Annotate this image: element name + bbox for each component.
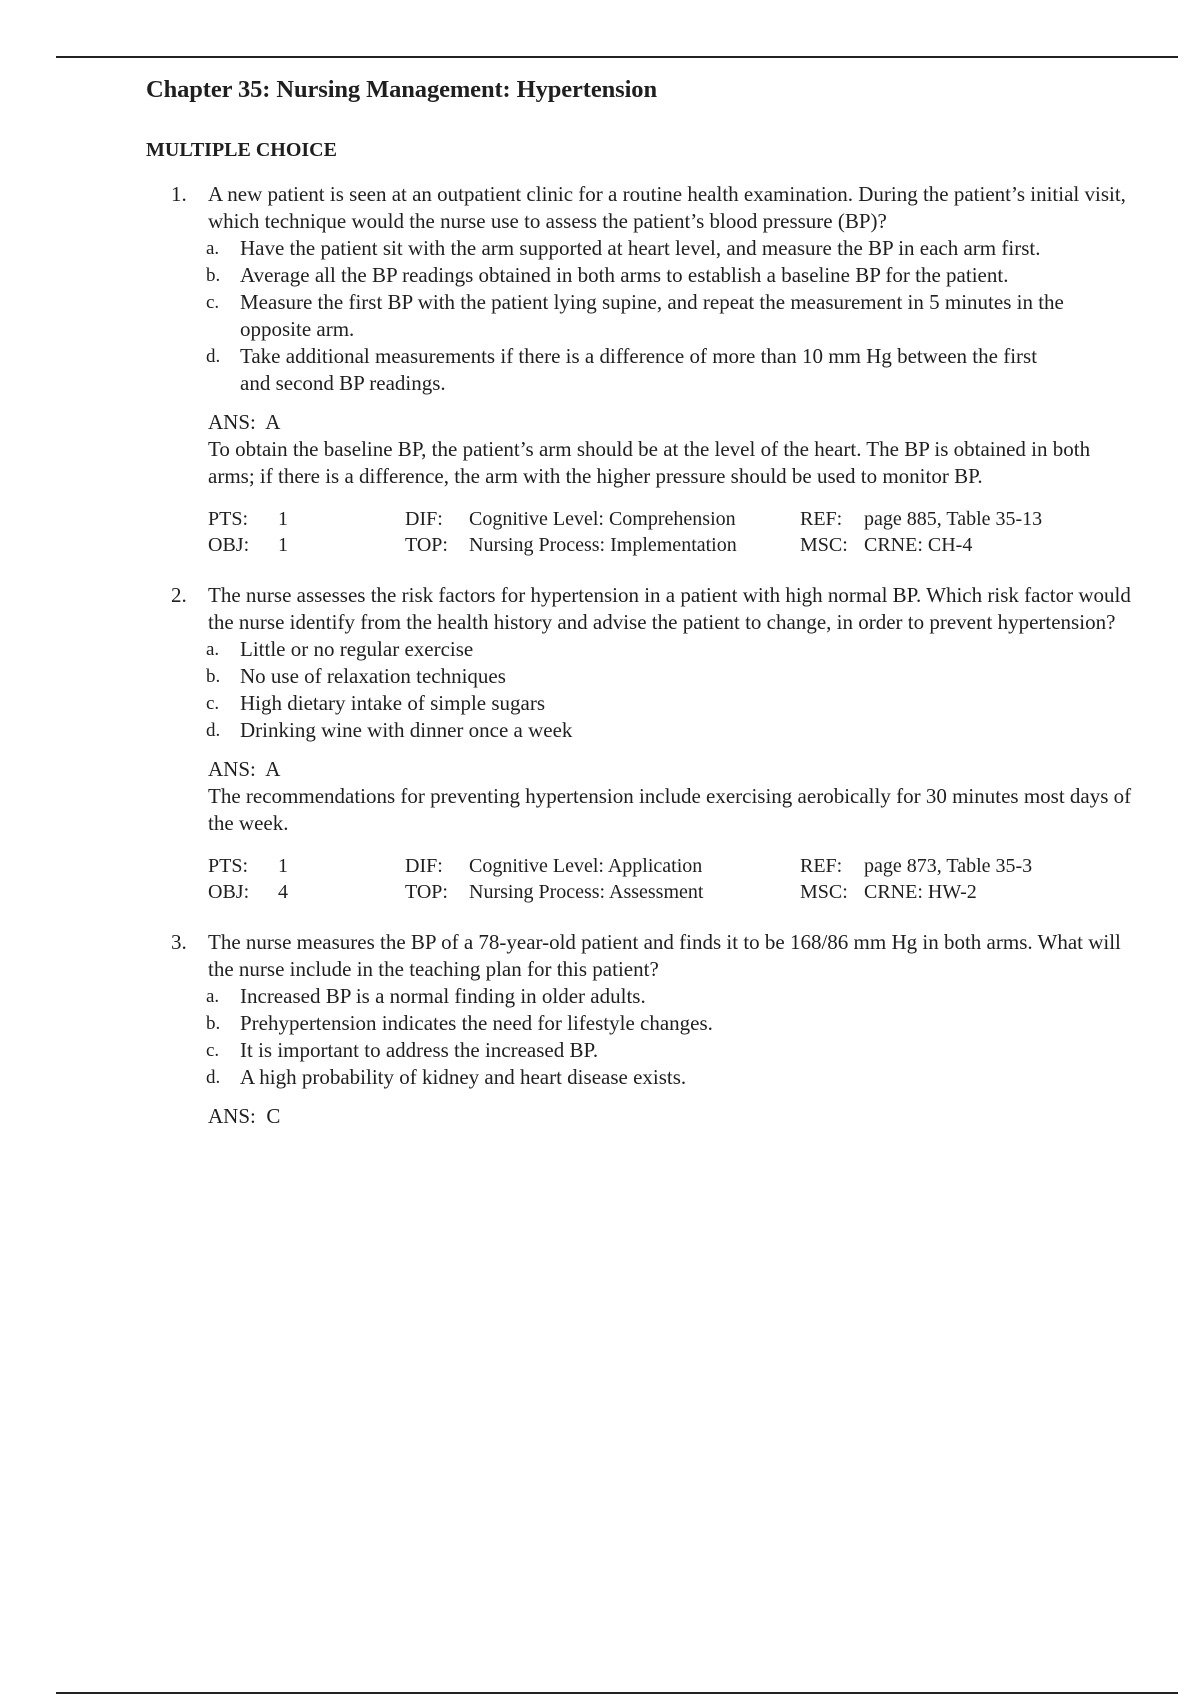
option-letter: b.	[206, 1013, 221, 1034]
option-text: Measure the first BP with the patient lying supine, and repeat the measurement in 5 minutes in the opposite arm.	[240, 290, 1064, 341]
top-label: TOP:	[405, 881, 448, 903]
pts-value: 1	[278, 855, 288, 877]
obj-value: 4	[278, 881, 288, 903]
dif-value: Cognitive Level: Application	[469, 855, 703, 877]
chapter-title: Chapter 35: Nursing Management: Hypertension	[146, 76, 657, 103]
ref-value: page 873, Table 35-3	[864, 855, 1033, 877]
question-stem: A new patient is seen at an outpatient clinic for a routine health examination. During the patient’s initial visit, which technique would the nurse use to assess the patient’s blood pressure (BP)?	[208, 182, 1126, 233]
option-text: Prehypertension indicates the need for lifestyle changes.	[240, 1011, 713, 1035]
option-c	[208, 690, 1070, 717]
answer-label: ANS:	[208, 1104, 256, 1128]
question-stem: The nurse measures the BP of a 78-year-old patient and finds it to be 168/86 mm Hg in both arms. What will the nurse include in the teaching plan for this patient?	[208, 930, 1121, 981]
option-d	[208, 717, 1070, 744]
option-letter: a.	[206, 639, 220, 660]
question-1	[171, 181, 1126, 558]
question-metadata	[208, 506, 1126, 558]
option-letter: d.	[206, 346, 221, 367]
dif-value: Cognitive Level: Comprehension	[469, 508, 736, 530]
ref-label: REF:	[800, 855, 843, 877]
top-value: Nursing Process: Implementation	[469, 534, 737, 556]
obj-label: OBJ:	[208, 534, 250, 556]
answer-line	[208, 756, 1126, 783]
option-text: Have the patient sit with the arm supported at heart level, and measure the BP in each arm first.	[240, 236, 1041, 260]
option-b	[208, 1010, 1070, 1037]
option-c	[208, 1037, 1070, 1064]
answer-label: ANS:	[208, 757, 256, 781]
answer-options	[208, 983, 1126, 1091]
option-letter: c.	[206, 292, 220, 313]
ref-label: REF:	[800, 508, 843, 530]
rationale: To obtain the baseline BP, the patient’s arm should be at the level of the heart. The BP is obtained in both arms; if there is a difference, the arm with the higher pressure should be used to monitor BP.	[208, 437, 1091, 488]
pts-label: PTS:	[208, 855, 249, 877]
option-a	[208, 636, 1070, 663]
rationale: The recommendations for preventing hypertension include exercising aerobically for 30 minutes most days of the week.	[208, 784, 1132, 835]
question-2	[171, 582, 1132, 905]
option-text: High dietary intake of simple sugars	[240, 691, 546, 715]
option-text: Little or no regular exercise	[240, 637, 474, 661]
option-letter: b.	[206, 265, 221, 286]
option-letter: d.	[206, 720, 221, 741]
answer-value: C	[266, 1104, 281, 1128]
option-a	[208, 983, 1070, 1010]
pts-label: PTS:	[208, 508, 249, 530]
document-page	[146, 70, 1132, 1130]
msc-value: CRNE: HW-2	[864, 881, 977, 903]
question-metadata	[208, 853, 1126, 905]
answer-line	[208, 409, 1126, 436]
top-value: Nursing Process: Assessment	[469, 881, 704, 903]
option-letter: d.	[206, 1067, 221, 1088]
option-letter: c.	[206, 693, 220, 714]
option-a	[208, 235, 1070, 262]
option-letter: a.	[206, 238, 220, 259]
option-text: A high probability of kidney and heart disease exists.	[240, 1065, 687, 1089]
option-text: It is important to address the increased BP.	[240, 1038, 599, 1062]
question-number: 2.	[171, 583, 187, 607]
option-text: No use of relaxation techniques	[240, 664, 506, 688]
option-d	[208, 343, 1070, 397]
obj-value: 1	[278, 534, 288, 556]
answer-value: A	[265, 757, 281, 781]
option-letter: c.	[206, 1040, 220, 1061]
msc-value: CRNE: CH-4	[864, 534, 973, 556]
answer-options	[208, 636, 1126, 744]
option-text: Average all the BP readings obtained in both arms to establish a baseline BP for the patient.	[240, 263, 1009, 287]
question-number: 1.	[171, 182, 187, 206]
msc-label: MSC:	[800, 534, 848, 556]
option-b	[208, 663, 1070, 690]
option-text: Increased BP is a normal finding in older adults.	[240, 984, 646, 1008]
option-text: Take additional measurements if there is a difference of more than 10 mm Hg between the first and second BP readings.	[240, 344, 1038, 395]
pts-value: 1	[278, 508, 288, 530]
option-letter: b.	[206, 666, 221, 687]
option-b	[208, 262, 1070, 289]
dif-label: DIF:	[405, 855, 443, 877]
question-stem: The nurse assesses the risk factors for hypertension in a patient with high normal BP. Which risk factor would the nurse identify from the health history and advise the patient to change, in order to prevent hypertension?	[208, 583, 1131, 634]
answer-label: ANS:	[208, 410, 256, 434]
option-letter: a.	[206, 986, 220, 1007]
answer-value: A	[265, 410, 281, 434]
bottom-rule	[56, 1692, 1178, 1694]
ref-value: page 885, Table 35-13	[864, 508, 1043, 530]
question-number: 3.	[171, 930, 187, 954]
answer-line	[208, 1103, 1126, 1130]
dif-label: DIF:	[405, 508, 443, 530]
top-label: TOP:	[405, 534, 448, 556]
option-c	[208, 289, 1070, 343]
answer-options	[208, 235, 1126, 397]
question-3	[171, 929, 1126, 1130]
msc-label: MSC:	[800, 881, 848, 903]
option-text: Drinking wine with dinner once a week	[240, 718, 573, 742]
obj-label: OBJ:	[208, 881, 250, 903]
section-title: MULTIPLE CHOICE	[146, 139, 337, 161]
top-rule	[56, 56, 1178, 58]
option-d	[208, 1064, 1070, 1091]
